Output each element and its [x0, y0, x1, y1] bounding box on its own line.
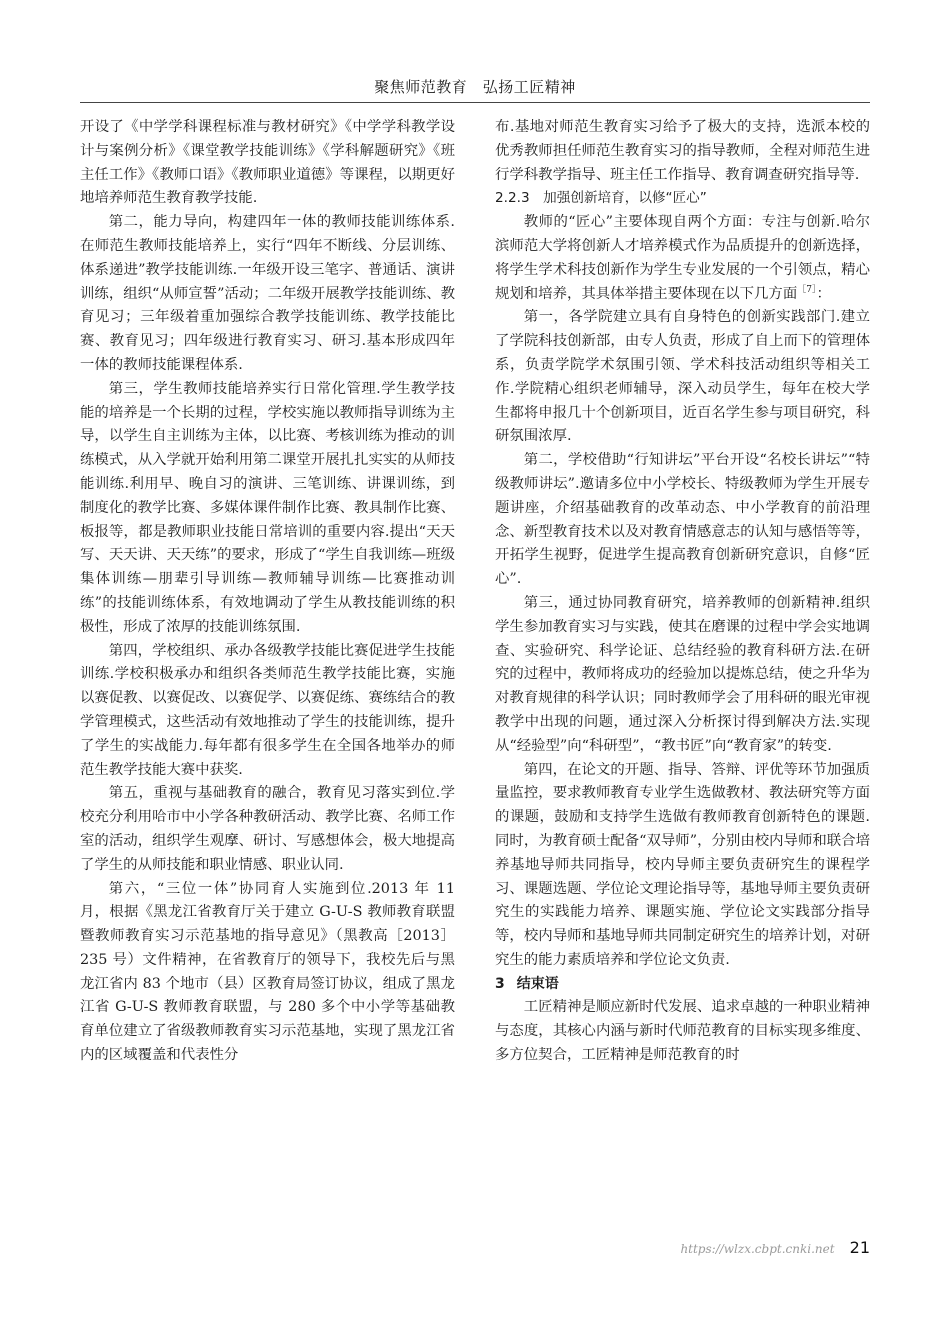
paragraph-fourth-measure: 第四，在论文的开题、指导、答辩、评优等环节加强质量监控，要求教师教育专业学生选做教材、教法研究等方面的课题，鼓励和支持学生选做有教师教育创新特色的课题.同时，为教育硕士配备“双导师”，分别由校内导师和联合培养基地导师共同指导，校内导师主要负责研究生的课程学习、课题选题、学位论文理论指导等，基地导师主要负责研究生的实践能力培养、课题实施、学位论文实践部分指导等，校内导师和基地导师共同制定研究生的培养计划，对研究生的能力素质培养和学位论文负责.: [495, 761, 870, 968]
left-column: [80, 116, 455, 1068]
paragraph-continued-right: 布.基地对师范生教育实习给予了极大的支持，选派本校的优秀教师担任师范生教育实习的指导教师，全程对师范生进行学科教学指导、班主任工作指导、教育调查研究指导等.: [495, 119, 870, 183]
subsection-heading: 2.2.3 加强创新培育，以修“匠心”: [495, 190, 707, 207]
header-divider: [80, 102, 870, 103]
paragraph-continued: 开设了《中学学科课程标准与教材研究》《中学学科教学设计与案例分析》《课堂教学技能训练》《学科解题研究》《班主任工作》《教师口语》《教师职业道德》等课程，以期更好地培养师范生教育教学技能.: [80, 119, 455, 207]
page-footer: [600, 1233, 870, 1263]
citation-reference: ［7］: [797, 284, 817, 295]
paragraph-fifth: 第五，重视与基础教育的融合，教育见习落实到位.学校充分利用哈市中小学各种教研活动、教学比赛、名师工作室的活动，组织学生观摩、研讨、写感想体会，极大地提高了学生的从师技能和职业情感、职业认同.: [80, 785, 455, 873]
paragraph-second: 第二，能力导向，构建四年一体的教师技能训练体系.在师范生教师技能培养上，实行“四年不断线、分层训练、体系递进”教学技能训练.一年级开设三笔字、普通话、演讲训练，组织“从师宣誓”活动；二年级开展教学技能训练、教育见习；三年级着重加强综合教学技能训练、教学技能比赛、教育见习；四年级进行教育实习、研习.基本形成四年一体的教师技能课程体系.: [80, 214, 455, 373]
paragraph-second-measure: 第二，学校借助“行知讲坛”平台开设“名校长讲坛”“特级教师讲坛”.邀请多位中小学校长、特级教师为学生开展专题讲座，介绍基础教育的改革动态、中小学教育的前沿理念、新型教育技术以及对教育情感意志的认知与感悟等等，开拓学生视野，促进学生提高教育创新研究意识，自修“匠心”.: [495, 452, 870, 588]
paragraph-fourth: 第四，学校组织、承办各级教学技能比赛促进学生技能训练.学校积极承办和组织各类师范生教学技能比赛，实施以赛促教、以赛促改、以赛促学、以赛促练、赛练结合的教学管理模式，这些活动有效地推动了学生的技能训练，提升了学生的实战能力.每年都有很多学生在全国各地举办的师范生教学技能大赛中获奖.: [80, 642, 455, 778]
paragraph-conclusion: 工匠精神是顺应新时代发展、追求卓越的一种职业精神与态度，其核心内涵与新时代师范教育的目标实现多维度、多方位契合，工匠精神是师范教育的时: [495, 999, 870, 1064]
paragraph-craftsman-intro: [495, 211, 870, 306]
right-column: [495, 116, 870, 1068]
journal-url[interactable]: https://wlzx.cbpt.cnki.net: [680, 1242, 835, 1256]
section-heading: [495, 973, 870, 997]
paragraph-first-measure: 第一，各学院建立具有自身特色的创新实践部门.建立了学院科技创新部，由专人负责，形成了自上而下的管理体系，负责学院学术氛围引领、学术科技活动组织等相关工作.学院精心组织老师辅导，深入动员学生，每年在校大学生都将申报几十个创新项目，近百名学生参与项目研究，科研氛围浓厚.: [495, 309, 870, 445]
section-number: 3: [495, 975, 505, 992]
section-title: 结束语: [516, 975, 559, 992]
paragraph-third-measure: 第三，通过协同教育研究，培养教师的创新精神.组织学生参加教育实习与实践，使其在磨课的过程中学会实地调查、实验研究、科学论证、总结经验的教育科研方法.在研究的过程中，教师将成功的经验加以提炼总结，使之升华为对教育规律的科学认识；同时教师学会了用科研的眼光审视教学中出现的问题，通过深入分析探讨得到解决方法.实现从“经验型”向“科研型”，“教书匠”向“教育家”的转变.: [495, 594, 870, 754]
paragraph-craftsman-colon: ：: [816, 285, 831, 302]
paragraph-third: 第三，学生教师技能培养实行日常化管理.学生教学技能的培养是一个长期的过程，学校实施以教师指导训练为主导，以学生自主训练为主体，以比赛、考核训练为推动的训练模式，从入学就开始利用第二课堂开展扎扎实实的从师技能训练.利用早、晚自习的演讲、三笔训练、讲课训练，到制度化的教学比赛、多媒体课件制作比赛、教具制作比赛、板报等，都是教师职业技能日常培训的重要内容.提出“天天写、天天讲、天天练”的要求，形成了“学生自我训练—班级集体训练—朋辈引导训练—教师辅导训练—比赛推动训练”的技能训练体系，有效地调动了学生从教技能训练的积极性，形成了浓厚的技能训练氛围.: [80, 380, 455, 635]
paragraph-sixth: 第六，“三位一体”协同育人实施到位.2013 年 11 月，根据《黑龙江省教育厅关于建立 G-U-S 教师教育联盟暨教师教育实习示范基地的指导意见》（黑教高［2013］235 号）文件精神，在省教育厅的领导下，我校先后与黑龙江省内 83 个地市（县）区教育局签订协议，组成了黑龙江省 G-U-S 教师教育联盟，与 280 多个中小学等基础教育单位建立了省级教师教育实习示范基地，实现了黑龙江省内的区域覆盖和代表性分: [80, 880, 455, 1064]
running-header: 聚焦师范教育 弘扬工匠精神: [374, 78, 576, 96]
paragraph-craftsman-text: 教师的“匠心”主要体现自两个方面：专注与创新.哈尔滨师范大学将创新人才培养模式作为品质提升的创新选择，将学生学术科技创新作为学生专业发展的一个引领点，精心规划和培养，其具体举措主要体现在以下几方面: [495, 214, 870, 302]
page-number: 21: [849, 1238, 870, 1257]
